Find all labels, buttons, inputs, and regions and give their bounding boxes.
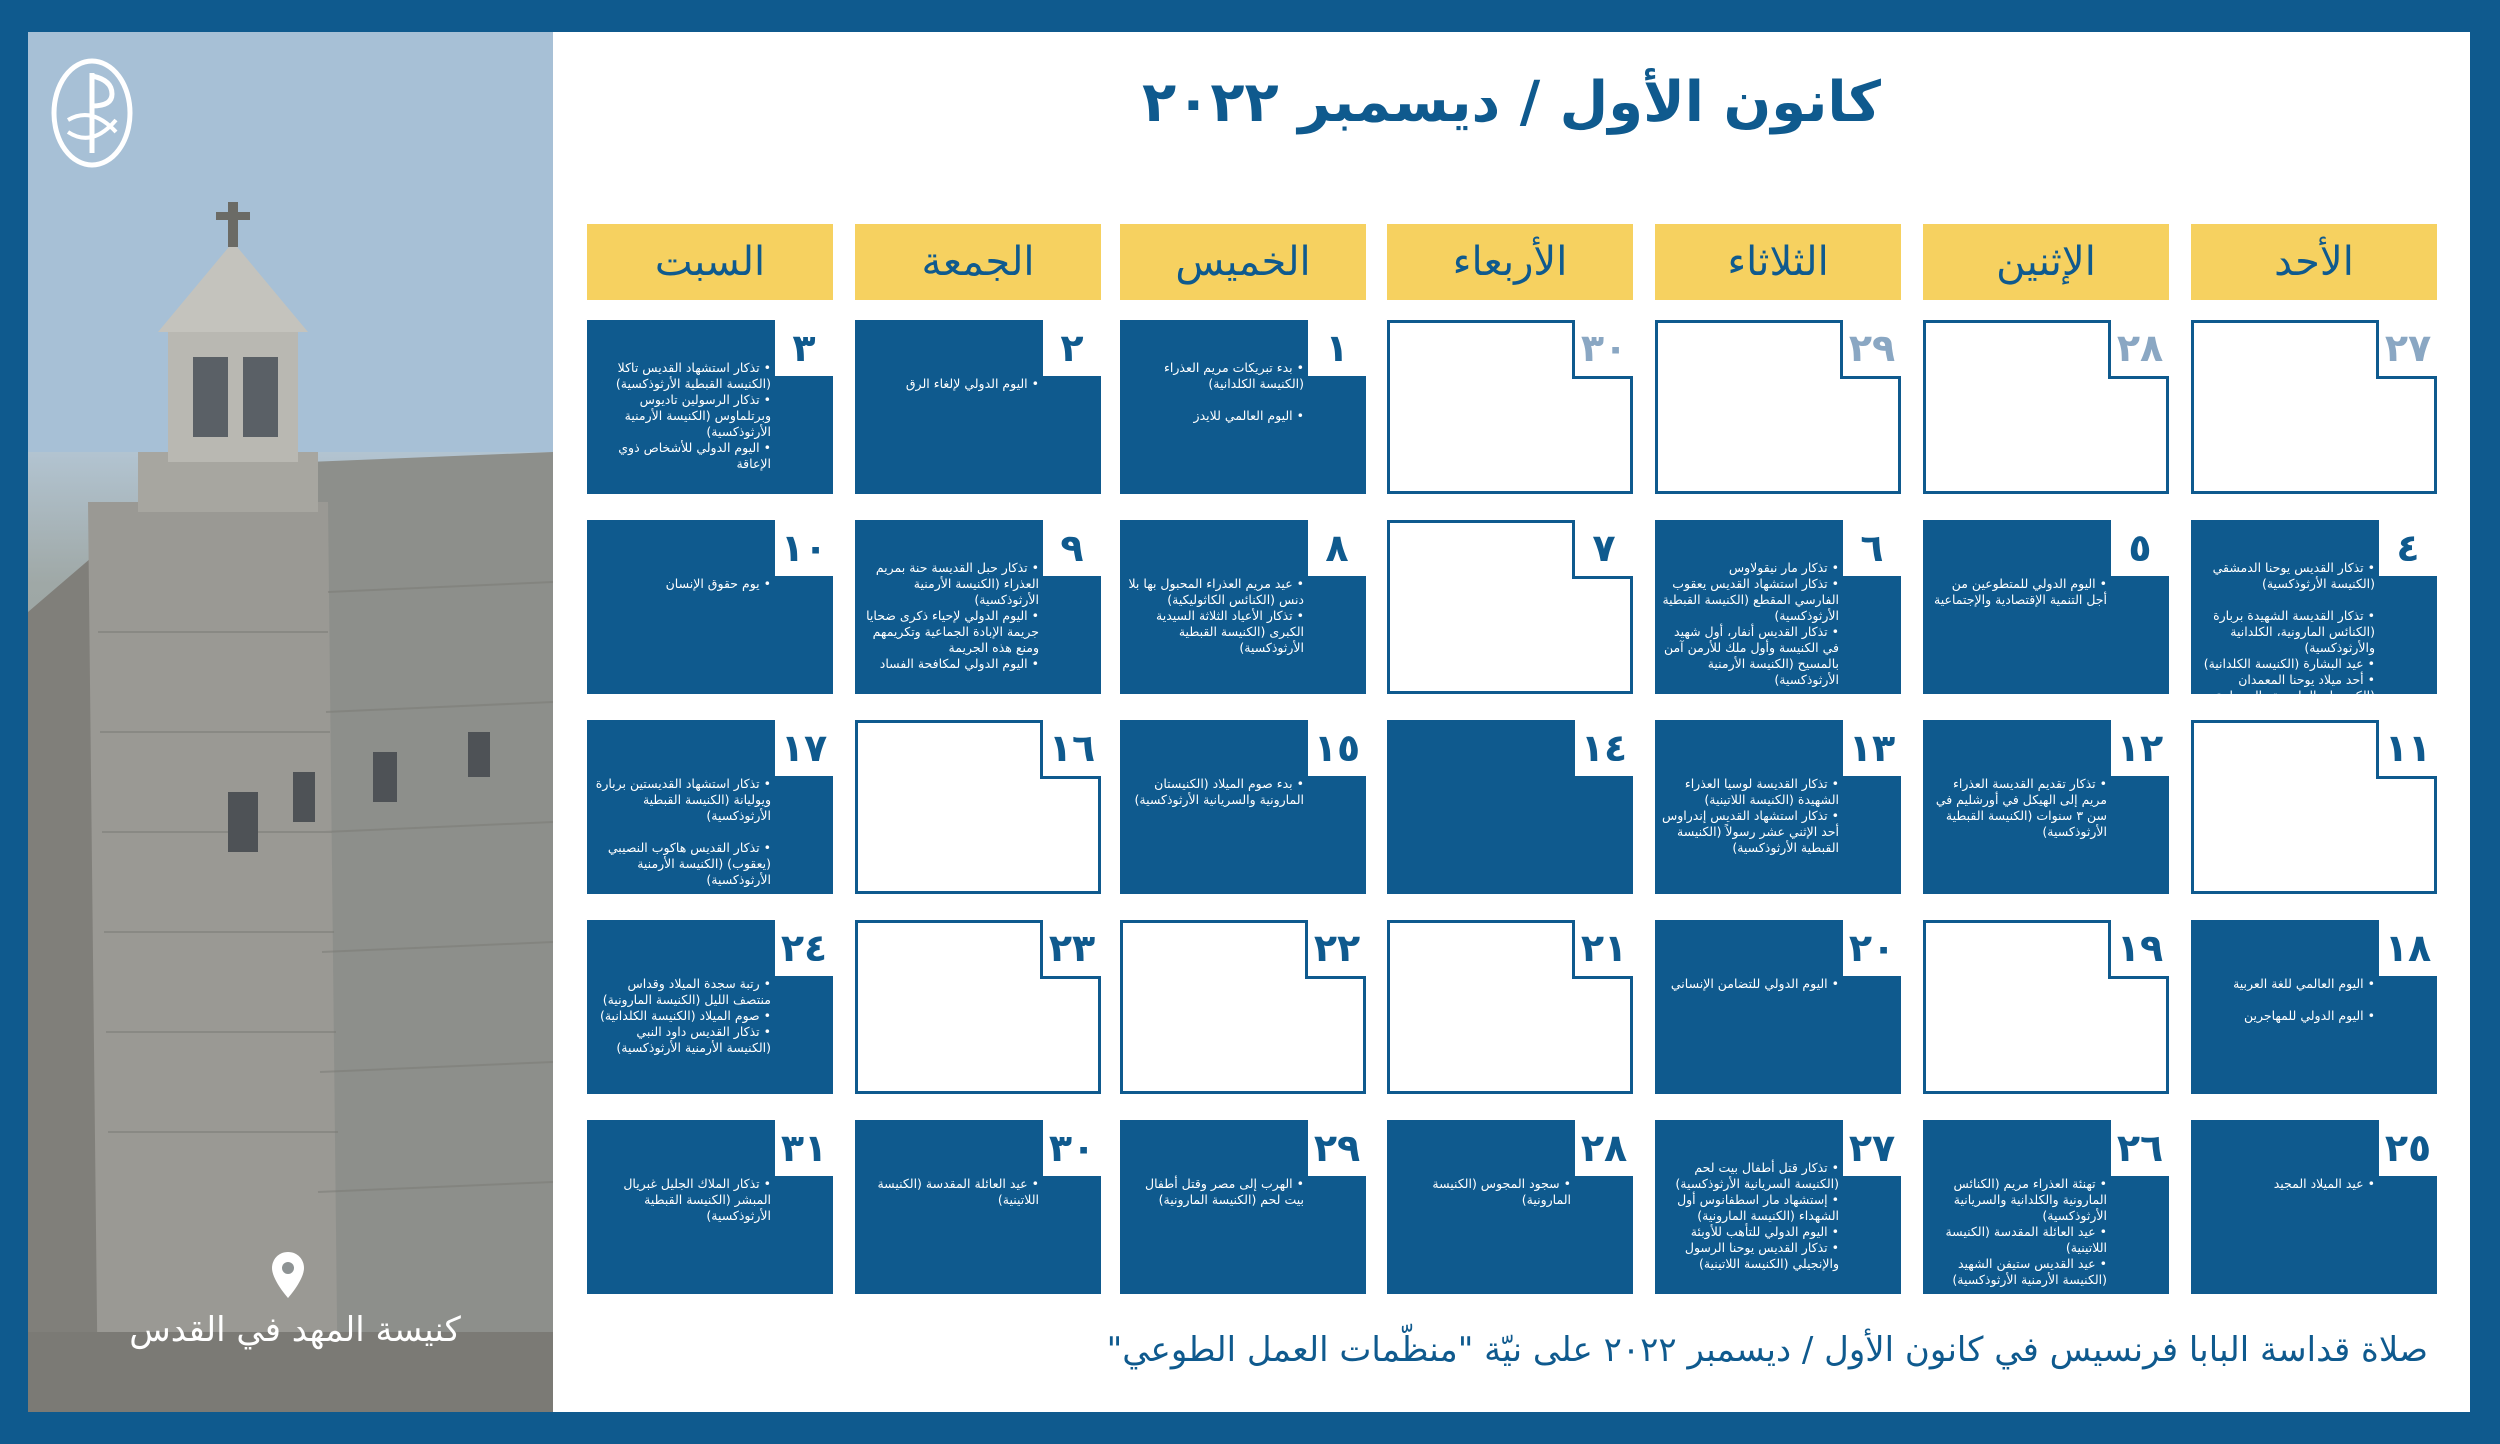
- day-number: ٨: [1308, 520, 1366, 576]
- weekday-header: الخميس: [1120, 224, 1366, 300]
- day-events: • تذكار حبل القديسة حنة بمريم العذراء (الكنيسة الأرمنية الأرثوذكسية) • اليوم الدولي لإحياء ذكرى ضحايا جريمة الإبادة الجماعية وتكريمهم ومنع هذه الجريمة • اليوم الدولي لمكافحة الفساد: [866, 560, 1039, 671]
- calendar-day-cell: [855, 920, 1101, 1094]
- calendar-day-cell: [2191, 720, 2437, 894]
- calendar-day-cell: [1655, 920, 1901, 1094]
- day-number: ٢: [1043, 320, 1101, 376]
- day-number: ١٧: [775, 720, 833, 776]
- day-events: • تذكار القديس يوحنا الدمشقي (الكنيسة الأرثوذكسية) • تذكار القديسة الشهيدة بربارة (الكنائس المارونية، الكلدانية والأرثوذكسية) • عيد البشارة (الكنيسة الكلدانية) • أحد ميلاد يوحنا المعمدان (الكنيستان المارونية والسريانية الأرثوذكسية): [2203, 560, 2375, 719]
- day-number: ٢٢: [1305, 920, 1366, 979]
- church-illustration: [28, 32, 553, 1412]
- calendar-day-cell: [587, 720, 833, 894]
- calendar-day-cell: [1655, 520, 1901, 694]
- day-number: ١٨: [2379, 920, 2437, 976]
- day-number: ٩: [1043, 520, 1101, 576]
- calendar-day-cell: [587, 920, 833, 1094]
- day-number: ٢٧: [2376, 320, 2437, 379]
- day-number: ١١: [2376, 720, 2437, 779]
- calendar-day-cell: [1923, 320, 2169, 494]
- calendar-day-cell: [855, 320, 1101, 494]
- day-number: ١٩: [2108, 920, 2169, 979]
- calendar-day-cell: [1923, 520, 2169, 694]
- calendar-day-cell: [1923, 720, 2169, 894]
- day-events: • تذكار تقديم القديسة العذراء مريم إلى الهيكل في أورشليم في سن ٣ سنوات (الكنيسة القبطية الأرثوذكسية): [1935, 776, 2107, 839]
- day-number: ٢١: [1572, 920, 1633, 979]
- day-number: ٢٠: [1843, 920, 1901, 976]
- day-number: ٢٦: [2111, 1120, 2169, 1176]
- calendar-title: كانون الأول / ديسمبر ٢٠٢٢: [1142, 70, 1881, 135]
- day-number: ٣١: [775, 1120, 833, 1176]
- day-events: • الهرب إلى مصر وقتل أطفال بيت لحم (الكنيسة المارونية): [1145, 1176, 1304, 1207]
- weekday-header: السبت: [587, 224, 833, 300]
- day-number: ٢٩: [1840, 320, 1901, 379]
- day-number: ١٥: [1308, 720, 1366, 776]
- day-number: ٢٥: [2379, 1120, 2437, 1176]
- calendar-day-cell: [2191, 520, 2437, 719]
- day-number: ١٢: [2111, 720, 2169, 776]
- day-events: • تذكار الملاك الجليل غبريال المبشر (الكنيسة القبطية الأرثوذكسية): [623, 1176, 771, 1223]
- calendar-day-cell: [2191, 320, 2437, 494]
- day-number: ٧: [1572, 520, 1633, 579]
- day-events: • عيد مريم العذراء المحبول بها بلا دنس (الكنائس الكاثوليكية) • تذكار الأعياد الثلاثة السيدية الكبرى (الكنيسة القبطية الأرثوذكسية): [1128, 576, 1304, 655]
- calendar-day-cell: [1923, 1120, 2169, 1294]
- day-number: ٢٩: [1308, 1120, 1366, 1176]
- calendar-day-cell: [855, 720, 1101, 894]
- day-events: • عيد العائلة المقدسة (الكنيسة اللاتينية): [877, 1176, 1039, 1207]
- calendar-day-cell: [2191, 1120, 2437, 1294]
- calendar-day-cell: [1655, 720, 1901, 894]
- day-number: ٢٨: [1575, 1120, 1633, 1176]
- day-events: • عيد الميلاد المجيد: [2273, 1176, 2375, 1191]
- calendar-day-cell: [1387, 720, 1633, 894]
- day-events: • تهنئة العذراء مريم (الكنائس المارونية والكلدانية والسريانية الأرثوذكسية) • عيد العائلة المقدسة (الكنيسة اللاتينية) • عيد القديس ستيفن الشهيد (الكنيسة الأرمنية الأرثوذكسية): [1945, 1176, 2107, 1287]
- calendar-day-cell: [1387, 1120, 1633, 1294]
- day-number: ٥: [2111, 520, 2169, 576]
- weekday-header: الثلاثاء: [1655, 224, 1901, 300]
- day-number: ٢٧: [1843, 1120, 1901, 1176]
- day-number: ٢٨: [2108, 320, 2169, 379]
- church-photo: [28, 32, 553, 1412]
- day-events: • رتبة سجدة الميلاد وقداس منتصف الليل (الكنيسة المارونية) • صوم الميلاد (الكنيسة الكلدانية) • تذكار القديس داود النبي (الكنيسة الأرمنية الأرثوذكسية): [599, 976, 771, 1055]
- day-events: • تذكار مار نيقولاوس • تذكار استشهاد القديس يعقوب الفارسي المقطع (الكنيسة القبطية الأرثوذكسية) • تذكار القديس أنفار، أول شهيد في الكنيسة وأول ملك للأرمن آمن بالمسيح (الكنيسة الأرمنية الأرثوذكسية): [1662, 560, 1839, 687]
- day-events: • اليوم الدولي لإلغاء الرق: [905, 376, 1039, 391]
- weekday-header: الأحد: [2191, 224, 2437, 300]
- calendar-day-cell: [1120, 920, 1366, 1094]
- calendar-day-cell: [1120, 1120, 1366, 1294]
- calendar-day-cell: [1387, 920, 1633, 1094]
- calendar-day-cell: [587, 320, 833, 494]
- day-number: ١٠: [775, 520, 833, 576]
- day-number: ٦: [1843, 520, 1901, 576]
- calendar-day-cell: [1655, 320, 1901, 494]
- day-number: ٣: [775, 320, 833, 376]
- day-events: • تذكار القديسة لوسيا العذراء الشهيدة (الكنيسة اللاتينية) • تذكار استشهاد القديس إندراوس أحد الإثني عشر رسولاً (الكنيسة القبطية الأرثوذكسية): [1661, 776, 1839, 855]
- calendar-day-cell: [855, 520, 1101, 694]
- calendar-day-cell: [1387, 520, 1633, 694]
- chi-rho-logo-icon: [50, 58, 134, 168]
- church-name: كنيسة المهد في القدس: [129, 1310, 461, 1350]
- calendar-day-cell: [1387, 320, 1633, 494]
- calendar-day-cell: [855, 1120, 1101, 1294]
- calendar-day-cell: [1120, 720, 1366, 894]
- calendar-day-cell: [2191, 920, 2437, 1094]
- day-number: ١٤: [1575, 720, 1633, 776]
- day-events: • تذكار قتل أطفال بيت لحم (الكنيسة السريانية الأرثوذكسية) • إستشهاد مار اسطفانوس أول الشهداء (الكنيسة المارونية) • اليوم الدولي للتأهب للأوبئة • تذكار القديس يوحنا الرسول والإنجيلي (الكنيسة اللاتينية): [1675, 1160, 1839, 1271]
- day-number: ١٦: [1040, 720, 1101, 779]
- weekday-header: الإثنين: [1923, 224, 2169, 300]
- day-number: ٢٣: [1040, 920, 1101, 979]
- calendar-day-cell: [1923, 920, 2169, 1094]
- day-events: • تذكار استشهاد القديس تاكلا (الكنيسة القبطية الأرثوذكسية) • تذكار الرسولين تاديوس وبرتلماوس (الكنيسة الأرمنية الأرثوذكسية) • اليوم الدولي للأشخاص ذوي الإعاقة: [615, 360, 771, 471]
- calendar-day-cell: [1120, 520, 1366, 694]
- day-number: ٣٠: [1043, 1120, 1101, 1176]
- day-events: • سجود المجوس (الكنيسة المارونية): [1432, 1176, 1571, 1207]
- weekday-header: الأربعاء: [1387, 224, 1633, 300]
- day-number: ٤: [2379, 520, 2437, 576]
- day-number: ١: [1308, 320, 1366, 376]
- weekday-header: الجمعة: [855, 224, 1101, 300]
- day-number: ٣٠: [1572, 320, 1633, 379]
- day-events: • يوم حقوق الإنسان: [665, 576, 771, 591]
- day-events: • بدء صوم الميلاد (الكنيستان المارونية والسريانية الأرثوذكسية): [1134, 776, 1304, 807]
- day-events: • تذكار استشهاد القديستين بربارة ويوليانة (الكنيسة القبطية الأرثوذكسية) • تذكار القديس هاكوب النصيبي (يعقوب) (الكنيسة الأرمنية الأرثوذكسية): [595, 776, 771, 887]
- day-number: ٢٤: [775, 920, 833, 976]
- day-events: • اليوم العالمي للغة العربية • اليوم الدولي للمهاجرين: [2233, 976, 2375, 1023]
- calendar-day-cell: [587, 1120, 833, 1294]
- day-events: • بدء تبريكات مريم العذراء (الكنيسة الكلدانية) • اليوم العالمي للايدز: [1164, 360, 1304, 423]
- day-events: • اليوم الدولي للتضامن الإنساني: [1670, 976, 1839, 991]
- footer-prayer-intention: صلاة قداسة البابا فرنسيس في كانون الأول / ديسمبر ٢٠٢٢ على نيّة "منظّمات العمل الطوعي": [1106, 1330, 2428, 1370]
- calendar-day-cell: [587, 520, 833, 694]
- day-events: • اليوم الدولي للمتطوعين من أجل التنمية الإقتصادية والإجتماعية: [1934, 576, 2107, 607]
- calendar-day-cell: [1655, 1120, 1901, 1294]
- day-number: ١٣: [1843, 720, 1901, 776]
- calendar-day-cell: [1120, 320, 1366, 494]
- location-pin-icon: [270, 1250, 306, 1300]
